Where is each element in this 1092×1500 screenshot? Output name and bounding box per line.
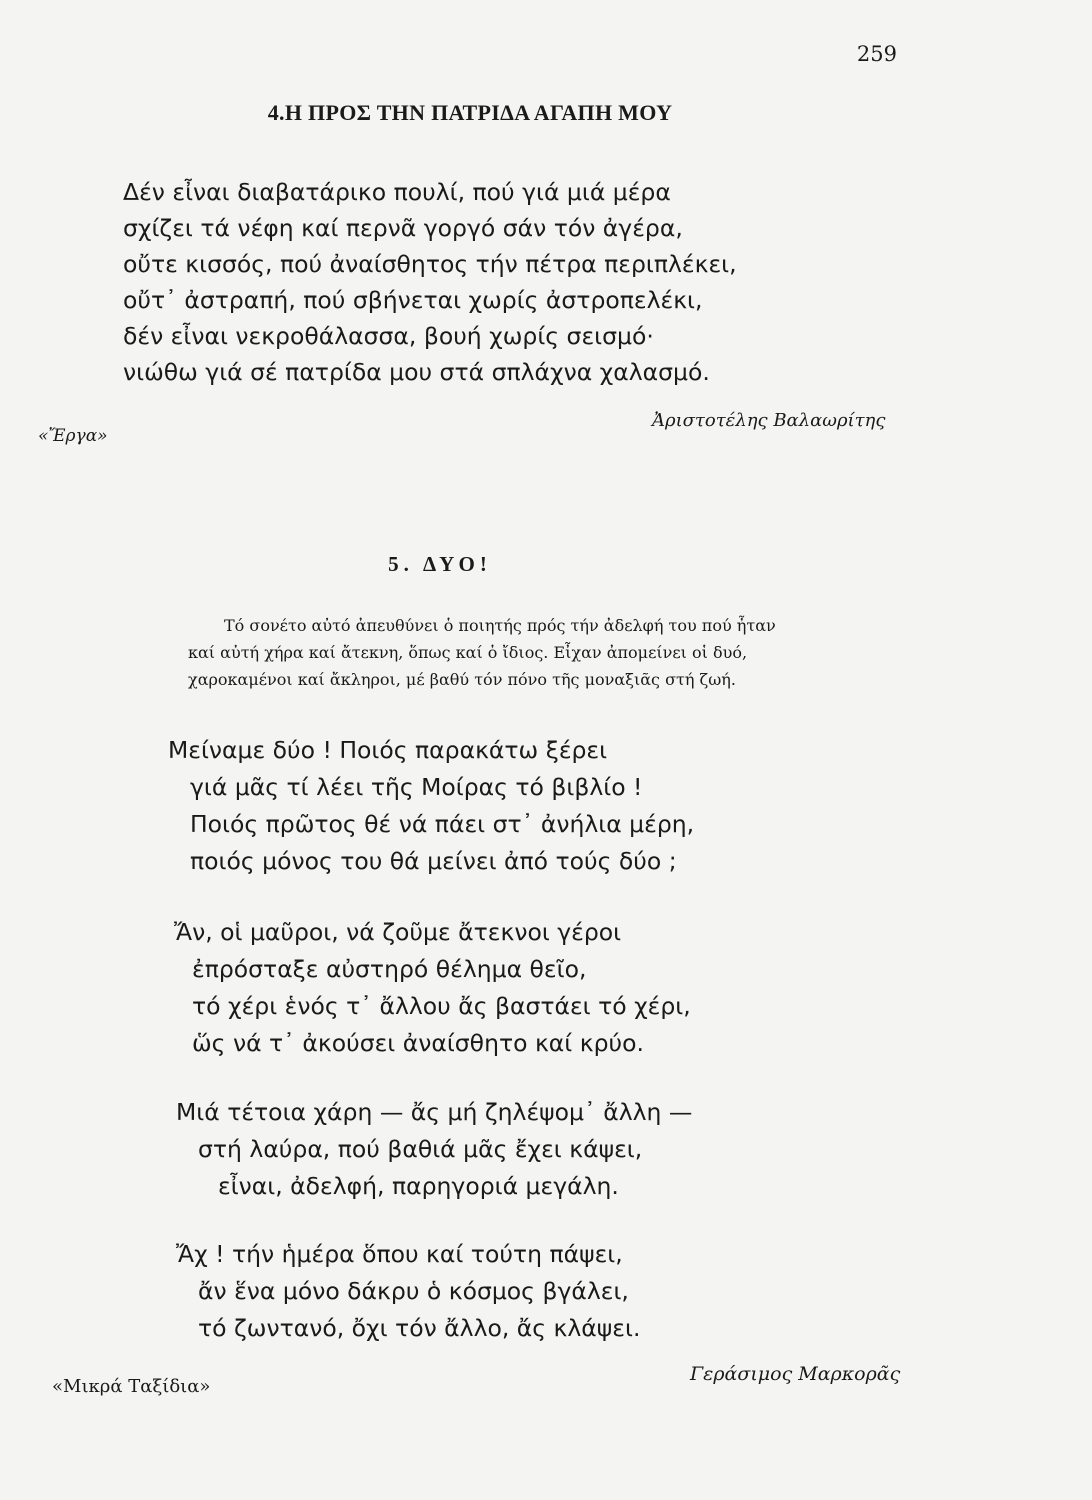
stanza-3	[176, 1094, 692, 1205]
poem-line: ποιός μόνος του θά μείνει ἀπό τούς δύο ;	[190, 847, 677, 875]
poem-line: γιά μᾶς τί λέει τῆς Μοίρας τό βιβλίο !	[190, 773, 643, 801]
poem-line: Μιά τέτοια χάρη — ἄς μή ζηλέψομ᾽ ἄλλη —	[176, 1098, 693, 1126]
source-label-2: «Μικρά Ταξίδια»	[52, 1376, 211, 1397]
poem-line: Μείναμε δύο ! Ποιός παρακάτω ξέρει	[168, 736, 608, 764]
poem-title-1: 4.Η ΠΡΟΣ ΤΗΝ ΠΑΤΡΙΔΑ ΑΓΑΠΗ ΜΟΥ	[267, 100, 673, 125]
poem-line: τό χέρι ἑνός τ᾽ ἄλλου ἄς βαστάει τό χέρι,	[192, 992, 691, 1020]
author-1: Ἀριστοτέλης Βαλαωρίτης	[652, 410, 886, 431]
intro-line: χαροκαμένοι καί ἄκληροι, μέ βαθύ τόν πόνο τῆς μοναξιᾶς στή ζωή.	[188, 670, 736, 689]
poem-line: στή λαύρα, πού βαθιά μᾶς ἔχει κάψει,	[198, 1135, 643, 1163]
poem-line: οὔτε κισσός, πού ἀναίσθητος τήν πέτρα περιπλέκει,	[123, 250, 737, 278]
author-2: Γεράσιμος Μαρκορᾶς	[690, 1363, 901, 1385]
poem-line: ἐπρόσταξε αὐστηρό θέλημα θεῖο,	[192, 955, 587, 983]
source-label-1: «Ἔργα»	[38, 426, 108, 446]
poem-line: δέν εἶναι νεκροθάλασσα, βουή χωρίς σεισμό·	[123, 322, 654, 350]
poem-line: Ἄχ ! τήν ἡμέρα ὅπου καί τούτη πάψει,	[176, 1240, 623, 1268]
poem-line: ὥς νά τ᾽ ἀκούσει ἀναίσθητο καί κρύο.	[192, 1029, 644, 1057]
stanza-4	[176, 1236, 640, 1347]
poem-line: σχίζει τά νέφη καί περνᾶ γοργό σάν τόν ἀγέρα,	[123, 214, 683, 242]
poem-line: τό ζωντανό, ὄχι τόν ἄλλο, ἄς κλάψει.	[198, 1314, 641, 1342]
intro-line: Τό σονέτο αὐτό ἀπευθύνει ὁ ποιητής πρός τήν ἀδελφή του πού ἦταν	[224, 616, 776, 635]
poem-2-intro	[188, 612, 900, 693]
poem-1-body	[123, 174, 737, 390]
poem-line: Ποιός πρῶτος θέ νά πάει στ᾽ ἀνήλια μέρη,	[190, 810, 695, 838]
page-number: 259	[856, 42, 897, 66]
poem-line: Δέν εἶναι διαβατάρικο πουλί, πού γιά μιά μέρα	[123, 178, 671, 206]
poem-line: εἶναι, ἀδελφή, παρηγοριά μεγάλη.	[218, 1172, 619, 1200]
poem-line: νιώθω γιά σέ πατρίδα μου στά σπλάχνα χαλασμό.	[123, 358, 710, 386]
stanza-2	[174, 914, 691, 1062]
poem-line: ἄν ἕνα μόνο δάκρυ ὁ κόσμος βγάλει,	[198, 1277, 629, 1305]
poem-line: οὔτ᾽ ἀστραπή, πού σβήνεται χωρίς ἀστροπελέκι,	[123, 286, 703, 314]
poem-line: Ἄν, οἱ μαῦροι, νά ζοῦμε ἄτεκνοι γέροι	[174, 918, 622, 946]
stanza-1	[168, 732, 694, 880]
intro-line: καί αὐτή χήρα καί ἄτεκνη, ὅπως καί ὁ ἴδιος. Εἶχαν ἀπομείνει οἱ δυό,	[188, 643, 748, 662]
poem-title-2: 5. ΔΥΟ!	[388, 552, 492, 576]
